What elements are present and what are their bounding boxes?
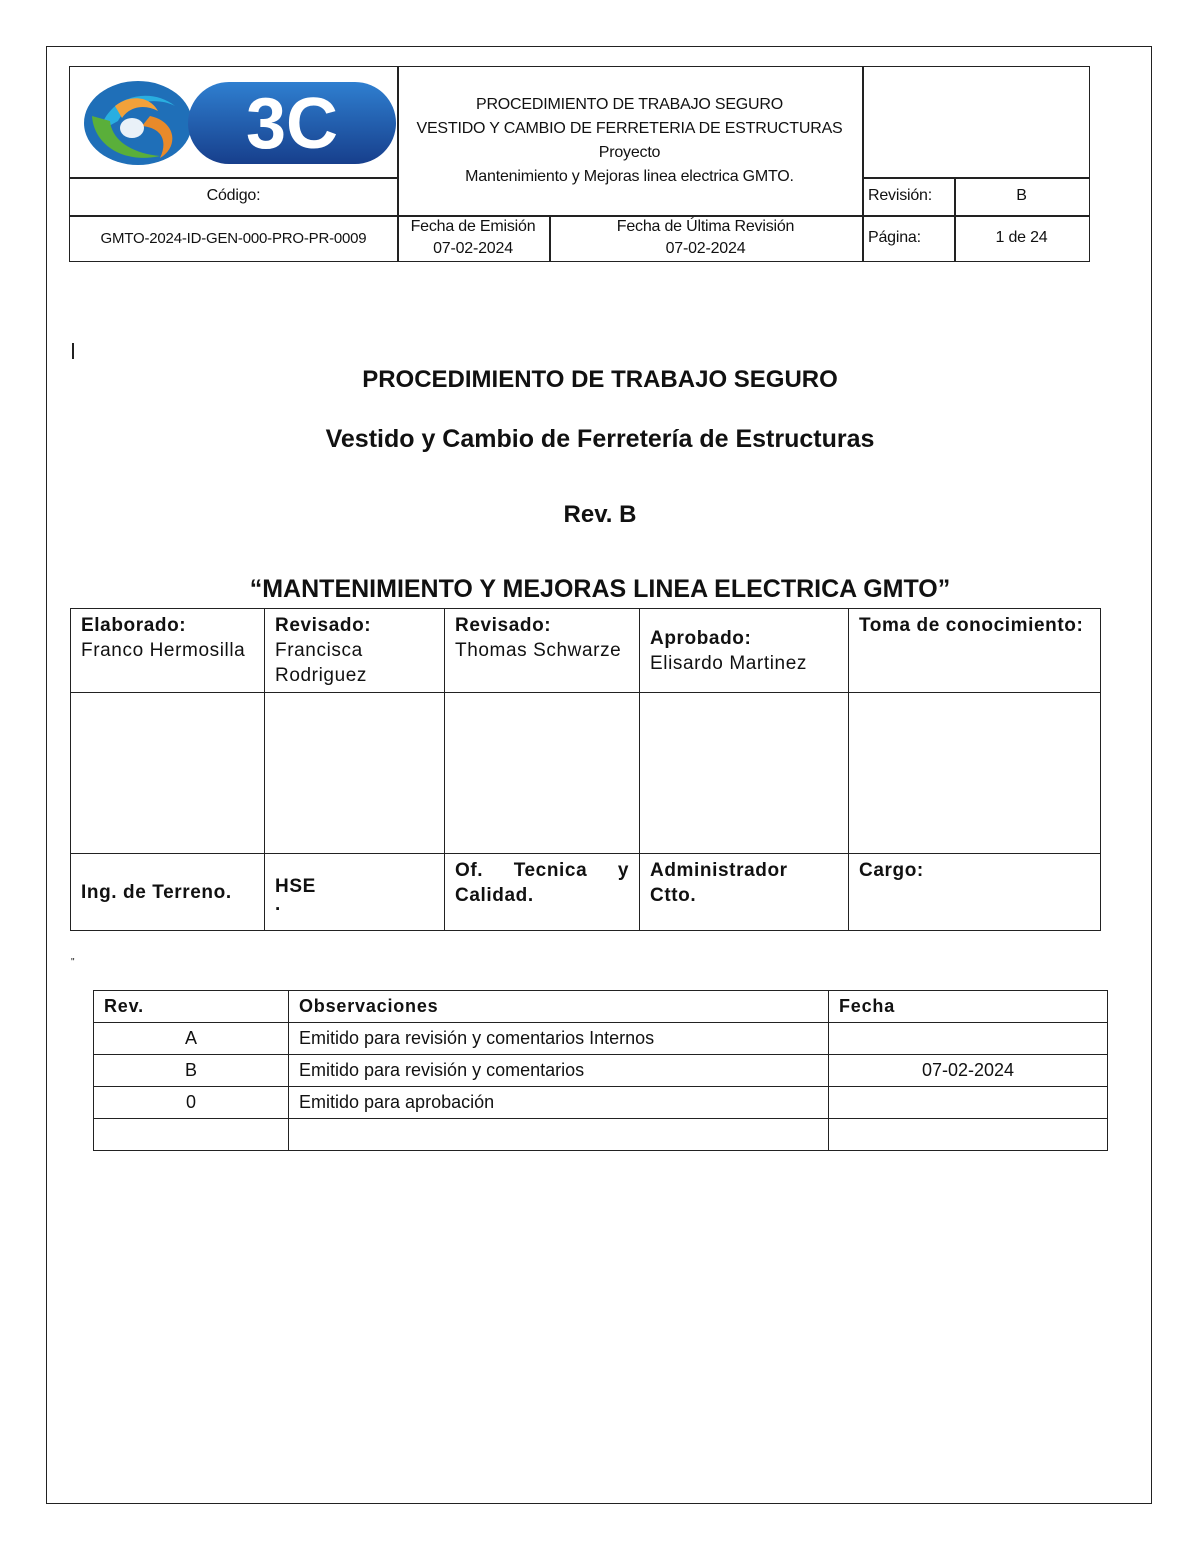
- fecha-cell: [829, 1023, 1108, 1055]
- fecha-cell: [829, 1119, 1108, 1151]
- header-title-line-1: PROCEDIMIENTO DE TRABAJO SEGURO: [475, 96, 784, 113]
- signature-area: [640, 693, 849, 854]
- signature-cell-aprobado: [640, 609, 849, 693]
- signature-cell-revisado-2: [445, 609, 640, 693]
- revision-value: B: [1016, 187, 1027, 204]
- person-name: Thomas Schwarze: [455, 640, 622, 661]
- position-label: Of. Tecnica y Calidad.: [445, 854, 640, 931]
- obs-cell: Emitido para revisión y comentarios: [289, 1055, 829, 1087]
- fecha-emision: [397, 215, 549, 261]
- logo-text: 3C: [245, 84, 339, 164]
- person-name: Francisca Rodriguez: [275, 640, 368, 686]
- obs-cell: [289, 1119, 829, 1151]
- position-label: Cargo:: [849, 854, 1101, 931]
- fecha-cell: [829, 1087, 1108, 1119]
- codigo-label: Código:: [206, 187, 261, 204]
- signatures-names-row: [71, 609, 1101, 693]
- obs-cell: Emitido para aprobación: [289, 1087, 829, 1119]
- company-logo: [80, 76, 398, 170]
- revisions-header-row: [94, 991, 1108, 1023]
- header-title-block: [397, 67, 862, 215]
- position-label: Administrador Ctto.: [640, 854, 849, 931]
- signatures-blank-row: [71, 693, 1101, 854]
- signatures-table: [70, 608, 1101, 931]
- revision-label: Revisión:: [868, 187, 933, 204]
- signature-area: [849, 693, 1101, 854]
- fecha-emision-label: Fecha de Emisión: [410, 218, 536, 235]
- rev-cell: [94, 1119, 289, 1151]
- signature-cell-revisado-1: [265, 609, 445, 693]
- fecha-ultima-revision: [549, 215, 862, 261]
- subtitle: Vestido y Cambio de Ferretería de Estructuras: [325, 425, 875, 453]
- header-rev: Rev.: [94, 991, 289, 1023]
- signature-area: [265, 693, 445, 854]
- tick-mark: ": [71, 957, 75, 968]
- table-row: [94, 1023, 1108, 1055]
- signature-cell-toma-conocimiento: [849, 609, 1101, 693]
- header-title-line-2: VESTIDO Y CAMBIO DE FERRETERIA DE ESTRUCTURAS: [416, 120, 843, 137]
- signature-area: [445, 693, 640, 854]
- rev-cell: 0: [94, 1087, 289, 1119]
- position-label: HSE: [275, 875, 316, 897]
- signatures-positions-row: [71, 854, 1101, 931]
- fecha-ultima-value: 07-02-2024: [665, 240, 746, 257]
- revision-title: Rev. B: [563, 501, 637, 528]
- table-row: [94, 1087, 1108, 1119]
- main-title: PROCEDIMIENTO DE TRABAJO SEGURO: [362, 366, 838, 393]
- role-label: Revisado:: [455, 615, 552, 636]
- position-extra: .: [275, 893, 281, 915]
- role-label: Revisado:: [275, 615, 372, 636]
- codigo-value: GMTO-2024-ID-GEN-000-PRO-PR-0009: [100, 229, 367, 247]
- header-observaciones: Observaciones: [289, 991, 829, 1023]
- rev-cell: A: [94, 1023, 289, 1055]
- header-title-line-3: Proyecto: [598, 144, 661, 161]
- signature-cell-elaborado: [71, 609, 265, 693]
- fecha-ultima-label: Fecha de Última Revisión: [616, 218, 795, 235]
- revisions-table: [93, 990, 1108, 1151]
- header-title-line-4: Mantenimiento y Mejoras linea electrica GMTO.: [465, 168, 794, 185]
- obs-cell: Emitido para revisión y comentarios Internos: [289, 1023, 829, 1055]
- role-label: Toma de conocimiento:: [859, 615, 1084, 636]
- header-fecha: Fecha: [829, 991, 1108, 1023]
- rev-cell: B: [94, 1055, 289, 1087]
- person-name: Elisardo Martinez: [650, 652, 807, 674]
- fecha-cell: 07-02-2024: [829, 1055, 1108, 1087]
- table-row: [94, 1055, 1108, 1087]
- role-label: Elaborado:: [81, 615, 187, 636]
- person-name: Franco Hermosilla: [81, 640, 246, 661]
- fecha-emision-value: 07-02-2024: [433, 240, 513, 257]
- text-cursor: [72, 343, 74, 359]
- position-cell-hse: [265, 854, 445, 931]
- table-row: [94, 1119, 1108, 1151]
- role-label: Aprobado:: [650, 627, 752, 649]
- position-label: Ing. de Terreno.: [71, 854, 265, 931]
- project-title: “MANTENIMIENTO Y MEJORAS LINEA ELECTRICA GMTO”: [249, 575, 951, 603]
- pagina-value: 1 de 24: [995, 229, 1048, 246]
- signature-area: [71, 693, 265, 854]
- pagina-label: Página:: [868, 229, 921, 246]
